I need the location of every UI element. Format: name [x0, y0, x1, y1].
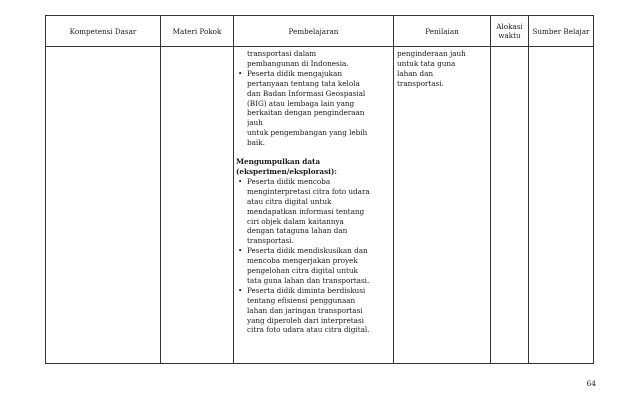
header-materi-pokok: Materi Pokok: [161, 16, 234, 47]
text-line: lahan dan: [397, 68, 434, 78]
bullet-item-proyek: [236, 246, 390, 286]
cell-materi-pokok: [161, 47, 234, 364]
header-sumber-belajar: Sumber Belajar: [529, 16, 594, 47]
header-alokasi-line2: waktu: [498, 31, 521, 40]
text-line: pengelohan citra digital untuk: [247, 266, 358, 276]
text-line: menginterpretasi citra foto udara: [247, 186, 370, 196]
text-line: transportasi.: [397, 78, 444, 88]
cell-alokasi-waktu: [491, 47, 529, 364]
text-line: • Peserta didik diminta berdiskusi: [247, 285, 366, 295]
text-line: ciri objek dalam kaitannya: [247, 216, 344, 226]
text-line: transportasi.: [247, 236, 294, 246]
text-line: pertanyaan tentang tata kelola: [247, 78, 360, 88]
text-line: yang diperoleh dari interpretasi: [247, 315, 364, 325]
bullet-item-interpretasi: [236, 177, 390, 246]
header-alokasi-waktu: [491, 16, 529, 47]
text-line: • Peserta didik mendiskusikan dan: [247, 246, 368, 256]
text-line: tata guna lahan dan transportasi.: [247, 275, 370, 285]
cell-sumber-belajar: [529, 47, 594, 364]
text-line: untuk tata guna: [397, 58, 456, 68]
text-line: berkaitan dengan penginderaan: [247, 108, 365, 118]
syllabus-table: [45, 15, 594, 364]
header-kompetensi-dasar: Kompetensi Dasar: [46, 16, 161, 47]
text-line: (BIG) atau lembaga lain yang: [247, 98, 355, 108]
text-line: pembangunan di Indonesia.: [247, 58, 349, 68]
text-line: atau citra digital untuk: [247, 196, 332, 206]
text-line: dengan tataguna lahan dan: [247, 226, 348, 236]
bullet-item-diskusi: [236, 286, 390, 336]
text-line: mendapatkan informasi tentang: [247, 206, 365, 216]
text-line: penginderaan jauh: [397, 49, 466, 58]
cell-pembelajaran: [234, 47, 394, 364]
text-line: Mengumpulkan data: [236, 157, 321, 167]
text-line: (eksperimen/eksplorasi):: [236, 166, 337, 176]
text-line: untuk pengembangan yang lebih: [247, 128, 368, 138]
text-line: transportasi dalam: [247, 49, 317, 58]
section-heading: [236, 157, 390, 177]
table-header-row: [46, 16, 594, 47]
bullet-item-mengajukan: [236, 69, 390, 148]
text-line: mencoba mengerjakan proyek: [247, 256, 358, 266]
continued-text: [236, 49, 390, 69]
header-penilaian: Penilaian: [394, 16, 491, 47]
text-line: tentang efisiensi penggunaan: [247, 295, 356, 305]
text-line: jauh: [247, 118, 263, 128]
header-pembelajaran: Pembelajaran: [234, 16, 394, 47]
cell-penilaian: [394, 47, 491, 364]
table-row: [46, 47, 594, 364]
page-number: 64: [586, 379, 596, 388]
text-line: • Peserta didik mengajukan: [247, 68, 342, 78]
text-line: baik.: [247, 138, 265, 148]
text-line: dan Badan Informasi Geospasial: [247, 88, 366, 98]
header-alokasi-line1: Alokasi: [496, 22, 523, 31]
text-line: • Peserta didik mencoba: [247, 176, 331, 186]
cell-kompetensi-dasar: [46, 47, 161, 364]
text-line: lahan dan jaringan transportasi: [247, 305, 363, 315]
text-line: citra foto udara atau citra digital.: [247, 325, 370, 335]
